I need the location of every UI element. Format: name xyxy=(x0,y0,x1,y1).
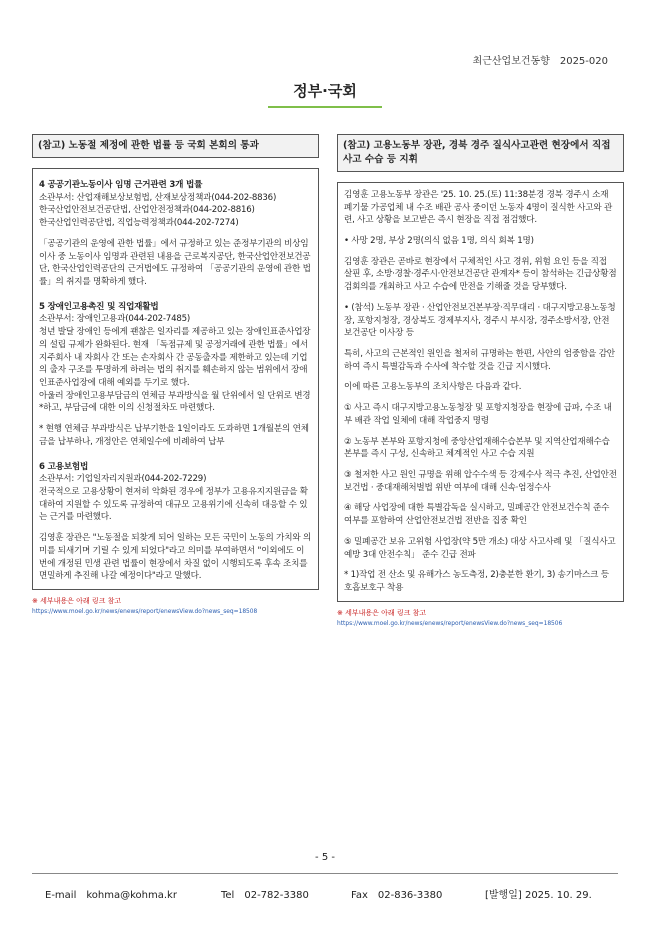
spacer xyxy=(344,248,617,256)
left-box-body xyxy=(32,168,319,590)
spacer xyxy=(344,528,617,536)
left-box-heading: (참고) 노동절 제정에 관한 법률 등 국회 본회의 통과 xyxy=(32,134,319,158)
spacer xyxy=(344,294,617,302)
paragraph: 소관부서: 기업일자리지원과(044-202-7229) xyxy=(39,474,207,485)
right-column xyxy=(337,134,624,627)
spacer xyxy=(344,461,617,469)
spacer xyxy=(344,494,617,502)
spacer xyxy=(39,524,312,532)
spacer xyxy=(344,428,617,436)
right-note: ※ 세부내용은 아래 링크 참고 xyxy=(337,608,427,617)
paragraph: 한국산업인력공단법, 직업능력정책과(044-202-7274) xyxy=(39,218,239,229)
subsection-heading: 6 고용보험법 xyxy=(39,461,89,472)
page-number: - 5 - xyxy=(315,852,335,863)
paragraph: ④ 해당 사업장에 대한 특별감독을 실시하고, 밀폐공간 안전보건수칙 준수 여부를 포함하여 산업안전보건법 전반을 집중 확인 xyxy=(344,503,610,527)
footer-fax: Fax 02-836-3380 xyxy=(351,890,443,901)
paragraph: 소관부서: 장애인고용과(044-202-7485) xyxy=(39,314,191,325)
subsection-heading: 4 공공기관노동이사 임명 근거관련 3개 법률 xyxy=(39,179,203,190)
paragraph: * 1)작업 전 산소 및 유해가스 농도측정, 2)충분한 환기, 3) 송기마스크 등 호흡보호구 착용 xyxy=(344,570,609,594)
paragraph: 김영훈 장관은 "노동절을 되찾게 되어 일하는 모든 국민이 노동의 가치와 의미를 되새기며 기릴 수 있게 되었다"라고 의미를 부여하면서 "이외에도 이번에 개정된 민생 관련 법률이 현장에서 차질 없이 시행되도록 후속 조치를 면밀하게 추진해 나갈 예정이다"라고 말했다. xyxy=(39,533,312,582)
paragraph: ① 사고 즉시 대구지방고용노동청장 및 포항지청장을 현장에 급파, 수조 내부 배관 작업 일체에 대해 작업중지 명령 xyxy=(344,403,612,426)
paragraph: • (참석) 노동부 장관 · 산업안전보건본부장·직무대리 · 대구지방고용노동청장, 포항지청장, 경상북도 경제부지사, 경주시 부시장, 경주소방서장, 안전보건공단 이사장 등 xyxy=(344,302,616,339)
paragraph: • 사망 2명, 부상 2명(의식 없음 1명, 의식 회복 1명) xyxy=(344,235,534,246)
paragraph: 특히, 사고의 근본적인 원인을 철저히 규명하는 한편, 사안의 엄중함을 감안하여 즉시 특별감독과 수사에 착수할 것을 긴급 지시했다. xyxy=(344,349,615,372)
paragraph: 한국산업안전보건공단법, 산업안전정책과(044-202-8816) xyxy=(39,205,255,216)
spacer xyxy=(39,289,312,297)
right-link[interactable]: https://www.moel.go.kr/news/enews/report/enewsView.do?news_seq=18506 xyxy=(337,620,563,627)
paragraph: ② 노동부 본부와 포항지청에 중앙산업재해수습본부 및 지역산업재해수습본부를 즉시 구성, 신속하고 체계적인 사고 수습 지원 xyxy=(344,436,610,460)
footer-issued: [발행일] 2025. 10. 29. xyxy=(485,890,592,901)
right-box-body xyxy=(337,182,624,602)
spacer xyxy=(344,394,617,402)
spacer xyxy=(39,449,312,457)
spacer xyxy=(39,415,312,423)
paragraph: ③ 철저한 사고 원인 규명을 위해 압수수색 등 강제수사 적극 추진, 산업안전보건법 · 중대재해처벌법 위반 여부에 대해 신속·엄정수사 xyxy=(344,470,617,493)
right-box-heading: (참고) 고용노동부 장관, 경북 경주 질식사고관련 현장에서 직접 사고 수습 등 지휘 xyxy=(337,134,624,172)
publication-meta: 최근산업보건동향 2025-020 xyxy=(472,56,608,67)
footer-tel: Tel 02-782-3380 xyxy=(221,890,309,901)
paragraph: 아울러 장애인고용부담금의 연체금 부과방식을 월 단위에서 일 단위로 변경*하고, 부담금에 대한 이의 신청절차도 마련했다. xyxy=(39,390,311,414)
paragraph: * 현행 연체금 부과방식은 납부기한을 1일이라도 도과하면 1개월분의 연체금을 납부하나, 개정안은 연체일수에 비례하여 납부 xyxy=(39,424,309,447)
paragraph: 전국적으로 고용상황이 현저히 악화된 경우에 정부가 고용유지지원금을 확대하여 지원할 수 있도록 규정하여 대규모 고용위기에 신속히 대응할 수 있는 근거를 마련했다. xyxy=(39,487,308,523)
section-title: 정부·국회 xyxy=(293,82,357,100)
paragraph: 김영훈 고용노동부 장관은 '25. 10. 25.(토) 11:38분경 경북 경주시 소재 폐기물 가공업체 내 수조 배관 공사 중이던 노동자 4명이 질식한 사고와 관련, 사고 상황을 보고받은 즉시 현장을 직접 점검했다. xyxy=(344,189,613,226)
left-column xyxy=(32,134,319,615)
spacer xyxy=(39,230,312,238)
subsection-heading: 5 장애인고용촉진 및 직업재활법 xyxy=(39,301,159,312)
paragraph: 김영훈 장관은 곧바로 현장에서 구체적인 사고 경위, 위험 요인 등을 직접 살핀 후, 소방·경찰·경주시·안전보건공단 관계자* 등이 참석하는 긴급상황점검회의를 개최하고 사고 수습에 만전을 기해줄 것을 당부했다. xyxy=(344,256,617,293)
spacer xyxy=(344,227,617,235)
paragraph: 이에 따른 고용노동부의 조치사항은 다음과 같다. xyxy=(344,382,522,393)
paragraph: ⑤ 밀폐공간 보유 고위험 사업장(약 5만 개소) 대상 사고사례 및 「질식사고 예방 3대 안전수칙」 준수 긴급 전파 xyxy=(344,536,616,560)
spacer xyxy=(344,561,617,569)
footer-divider xyxy=(32,873,618,874)
paragraph: 소관부서: 산업재해보상보험법, 산재보상정책과(044-202-8836) xyxy=(39,192,277,203)
spacer xyxy=(344,373,617,381)
left-link[interactable]: https://www.moel.go.kr/news/enews/report/enewsView.do?news_seq=18508 xyxy=(32,609,258,616)
spacer xyxy=(344,340,617,348)
title-underline xyxy=(268,106,382,108)
paragraph: 청년 발달 장애인 등에게 괜찮은 일자리를 제공하고 있는 장애인표준사업장의 설립 규제가 완화된다. 현재 「독점규제 및 공정거래에 관한 법률」에서 지주회사 내 자회사 간 또는 손자회사 간 공동출자를 제한하고 있는데 기업의 출자 구조를 투명하게 하려는 법의 취지를 훼손하지 않는 범위에서 장애인표준사업장에 대해 예외를 두기로 했다. xyxy=(39,327,311,388)
paragraph: 「공공기관의 운영에 관한 법률」에서 규정하고 있는 준정부기관의 비상임이사 중 노동이사 임명과 관련된 내용을 근로복지공단, 한국산업안전보건공단, 한국산업인력공단의 근거법에도 규정하여 「공공기관의 운영에 관한 법률」의 취지를 명확하게 했다. xyxy=(39,238,311,287)
footer-email: E-mail kohma@kohma.kr xyxy=(45,890,177,901)
left-note: ※ 세부내용은 아래 링크 참고 xyxy=(32,597,122,606)
